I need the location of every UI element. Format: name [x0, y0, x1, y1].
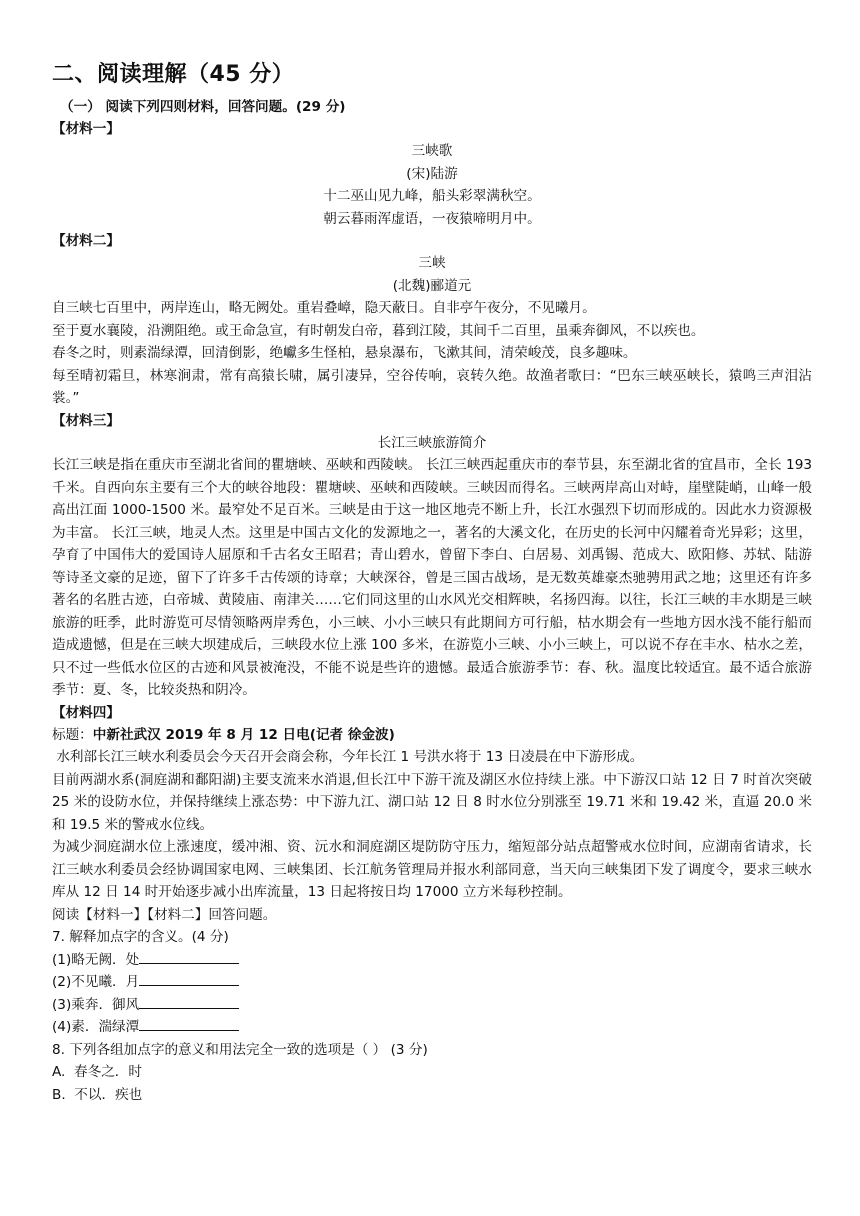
headline-dateline: 中新社武汉 2019 年 8 月 12 日电(记者 徐金波) — [92, 726, 395, 743]
headline-prefix: 标题： — [52, 726, 93, 743]
news-headline — [52, 724, 812, 747]
prose-paragraph: 每至晴初霜旦，林寒涧肃，常有高猿长啸，属引凄异，空谷传响，哀转久绝。故渔者歌曰：“巴东三峡巫峡长，猿鸣三声泪沾裳。” — [52, 367, 812, 406]
question-7-item: (1)略无阙．处 — [52, 949, 812, 972]
answer-blank[interactable] — [139, 949, 239, 964]
news-paragraph: 水利部长江三峡水利委员会今天召开会商会称，今年长江 1 号洪水将于 13 日凌晨在中下游形成。 — [52, 749, 644, 765]
section-title: 二、阅读理解（45 分） — [52, 62, 295, 87]
document-page — [52, 58, 812, 1106]
answer-blank[interactable] — [139, 971, 239, 986]
material1-label: 【材料一】 — [52, 121, 120, 137]
material1-author: (宋)陆游 — [406, 165, 458, 182]
answer-blank[interactable] — [139, 1016, 239, 1031]
reading-instruction: 阅读【材料一】【材料二】回答问题。 — [52, 906, 277, 923]
question-7-item: (2)不见曦．月 — [52, 971, 812, 994]
prose-paragraph: 春冬之时，则素湍绿潭，回清倒影，绝巘多生怪柏，悬泉瀑布，飞漱其间，清荣峻茂，良多趣味。 — [52, 345, 637, 361]
material3-label: 【材料三】 — [52, 412, 120, 429]
material4-label: 【材料四】 — [52, 704, 120, 721]
question-7-item: (3)乘奔．御风 — [52, 994, 812, 1017]
material2-author: (北魏)郦道元 — [392, 277, 472, 294]
news-paragraph: 目前两湖水系(洞庭湖和鄱阳湖)主要支流来水消退,但长江中下游干流及湖区水位持续上涨。中下游汉口站 12 日 7 时首次突破 25 米的设防水位，并保持继续上涨态势：中下游九江、湖口站 12 日 8 时水位分别涨至 19.71 米和 19.42 米，直逼 20.0 米和 19.5 米的警戒水位线。 — [52, 771, 812, 833]
prose-paragraph: 自三峡七百里中，两岸连山，略无阙处。重岩叠嶂，隐天蔽日。自非亭午夜分，不见曦月。 — [52, 300, 596, 316]
material2-title: 三峡 — [418, 255, 446, 271]
material3-text: 长江三峡是指在重庆市至湖北省间的瞿塘峡、巫峡和西陵峡。 长江三峡西起重庆市的奉节县，东至湖北省的宜昌市，全长 193 千米。自西向东主要有三个大的峡谷地段：瞿塘峡、巫峡和西陵峡。三峡因而得名。三峡两岸高山对峙，崖壁陡峭，山峰一般高出江面 1000-1500 米。最窄处不足百米。三峡是由于这一地区地壳不断上升，长江水强烈下切而形成的。因此水力资源极为丰富。 长江三峡，地灵人杰。这里是中国古文化的发源地之一，著名的大溪文化，在历史的长河中闪耀着奇光异彩；这里，孕育了中国伟大的爱国诗人屈原和千古名女王昭君；青山碧水，曾留下李白、白居易、刘禹锡、范成大、欧阳修、苏轼、陆游等诗圣文豪的足迹，留下了许多千古传颂的诗章；大峡深谷，曾是三国古战场，是无数英雄豪杰驰骋用武之地；这里还有许多著名的名胜古迹，白帝城、黄陵庙、南津关……它们同这里的山水风光交相辉映，名扬四海。以往，长江三峡的丰水期是三峡旅游的旺季，此时游览可尽情领略两岸秀色，小三峡、小小三峡只有此期间方可行船，枯水期会有一些地方因水浅不能行船而造成遗憾，但是在三峡大坝建成后，三峡段水位上涨 100 多米，在游览小三峡、小小三峡上，可以说不存在丰水、枯水之差，只不过一些低水位区的古迹和风景被淹没，不能不说是些许的遗憾。最适合旅游季节：春、秋。温度比较适宜。最不适合旅游季节：夏、冬，比较炎热和阴冷。 — [52, 457, 812, 698]
poem-line: 十二巫山见九峰，船头彩翠满秋空。 — [323, 188, 541, 204]
question-7-item: (4)素．湍绿潭 — [52, 1016, 812, 1039]
question-8-option: B. 不以．疾也 — [52, 1086, 143, 1103]
answer-blank[interactable] — [139, 994, 239, 1009]
poem-line: 朝云暮雨浑虚语，一夜猿啼明月中。 — [323, 210, 541, 227]
question-8-option: A. 春冬之．时 — [52, 1064, 142, 1080]
prose-paragraph: 至于夏水襄陵，沿溯阻绝。或王命急宣，有时朝发白帝，暮到江陵，其间千二百里，虽乘奔御风，不以疾也。 — [52, 322, 705, 339]
material3-title: 长江三峡旅游简介 — [377, 434, 487, 451]
question-8-stem: 8. 下列各组加点字的意义和用法完全一致的选项是（ ） (3 分) — [52, 1041, 428, 1058]
material2-label: 【材料二】 — [52, 233, 120, 249]
material1-title: 三峡歌 — [411, 143, 453, 159]
question-7-stem: 7. 解释加点字的含义。(4 分) — [52, 929, 229, 945]
news-paragraph: 为减少洞庭湖水位上涨速度，缓冲湘、资、沅水和洞庭湖区堤防防守压力，缩短部分站点超警戒水位时间，应湖南省请求，长江三峡水利委员会经协调国家电网、三峡集团、长江航务管理局并报水利部同意，当天向三峡集团下发了调度令，要求三峡水库从 12 日 14 时开始逐步减小出库流量，13 日起将按日均 17000 立方米每秒控制。 — [52, 839, 812, 900]
part-title: （一） 阅读下列四则材料，回答问题。(29 分) — [60, 99, 346, 115]
